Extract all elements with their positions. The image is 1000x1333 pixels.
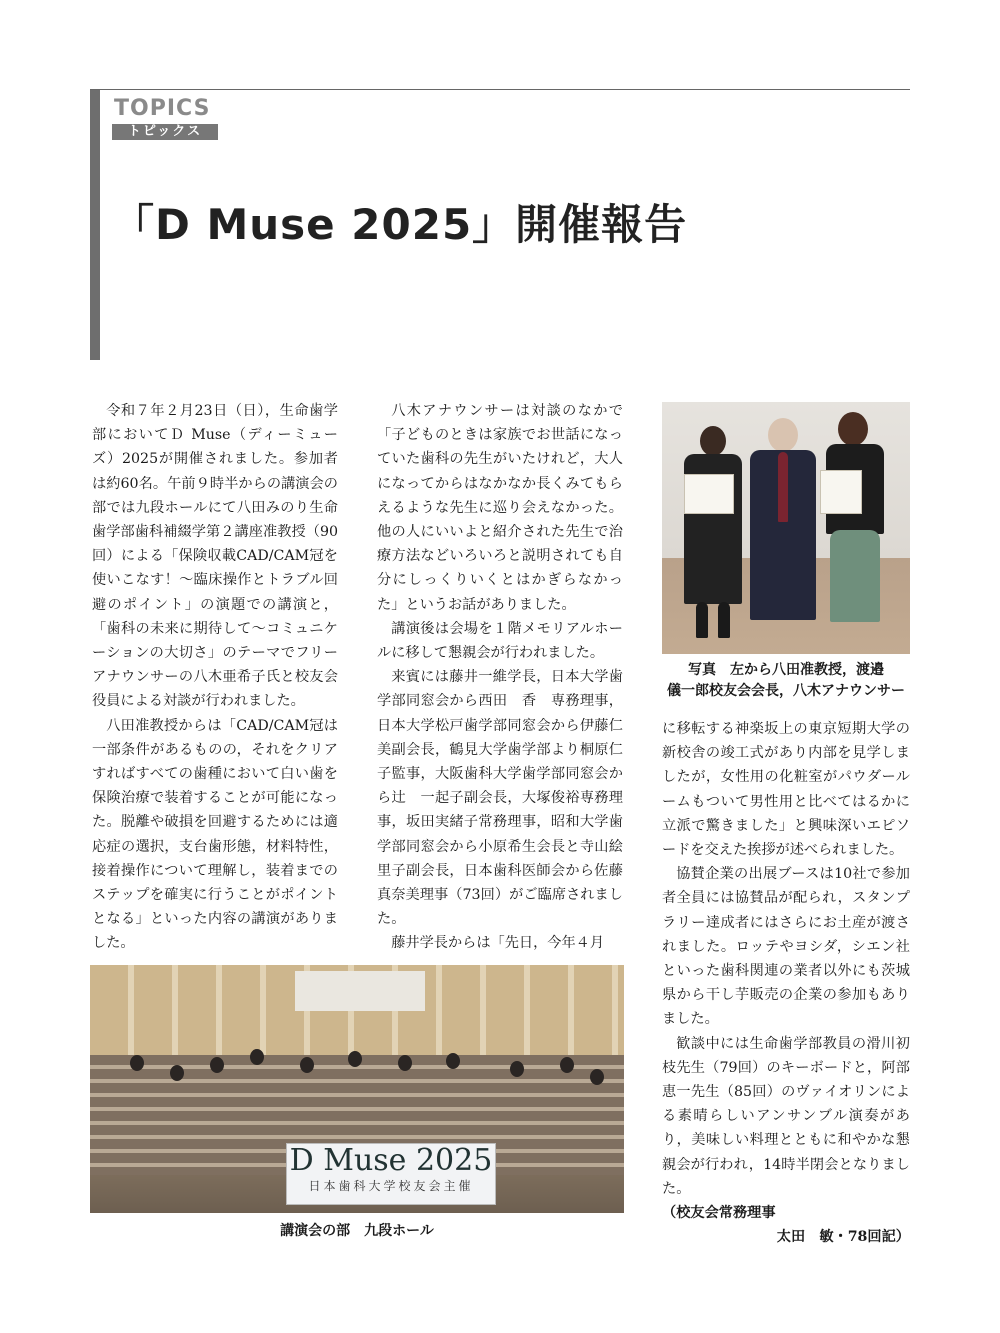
top-rule: [90, 89, 910, 90]
photo1-caption-line1: 写真 左から八田准教授，渡邉: [688, 662, 884, 678]
side-accent-bar: [90, 90, 100, 360]
article-title: 「D Muse 2025」開催報告: [112, 200, 688, 249]
banner-title: D Muse 2025: [289, 1143, 493, 1178]
photo-three-people: [662, 402, 910, 654]
paragraph: 講演後は会場を１階メモリアルホールに移して懇親会が行われました。: [377, 620, 623, 662]
audience-member: [170, 1065, 184, 1081]
photo1-caption: [662, 660, 910, 702]
event-banner: [286, 1143, 496, 1205]
audience-member: [398, 1055, 412, 1071]
audience-member: [250, 1049, 264, 1065]
body-column-3: [662, 717, 910, 1249]
paragraph: 来賓には藤井一維学長，日本大学歯学部同窓会から西田 香 専務理事，日本大学松戸歯学部同窓会から伊藤仁美副会長，鶴見大学歯学部より桐原仁子監事，大阪歯科大学歯学部同窓会から辻 一起子副会長，大塚俊裕専務理事，坂田実緒子常務理事，昭和大学歯学部同窓会から小原希生会長と寺山絵里子副会長，日本歯科医師会から佐藤真奈美理事（73回）がご臨席されました。: [377, 669, 623, 928]
photo-lecture-hall: [90, 965, 624, 1213]
audience-member: [300, 1057, 314, 1073]
body-column-2: [377, 399, 623, 956]
signature-line2: 太田 敏・78回記）: [776, 1229, 910, 1246]
audience-member: [348, 1051, 362, 1067]
hall-screen: [295, 971, 425, 1011]
signature-line1: （校友会常務理事: [662, 1205, 776, 1222]
photo2-caption: 講演会の部 九段ホール: [280, 1223, 434, 1239]
audience-member: [446, 1053, 460, 1069]
paragraph: 歓談中には生命歯学部教員の滑川初枝先生（79回）のキーボードと，阿部恵一先生（85回）のヴァイオリンによる素晴らしいアンサンブル演奏があり，美味しい料理とともに和やかな懇親会が行われ，14時半閉会となりました。: [662, 1035, 910, 1197]
paragraph: 八田准教授からは「CAD/CAM冠は一部条件があるものの，それをクリアすればすべての歯種において白い歯を保険治療で装着することが可能になった。脱離や破損を回避するためには適応症の選択，支台歯形態，材料特性，接着操作について理解し，装着までのステップを確実に行うことがポイントとなる」といった内容の講演がありました。: [92, 717, 338, 952]
audience-member: [210, 1057, 224, 1073]
audience-member: [130, 1055, 144, 1071]
paragraph: 令和７年２月23日（日），生命歯学部においてＤ Muse（ディーミューズ）2025が開催されました。参加者は約60名。午前９時半からの講演会の部では九段ホールにて八田みのり生命歯学部歯科補綴学第２講座准教授（90回）による「保険収載CAD/CAM冠を使いこなす！～臨床操作とトラブル回避のポイント」の演題での講演と，「歯科の未来に期待して～コミュニケーションの大切さ」のテーマでフリーアナウンサーの八木亜希子氏と校友会役員による対談が行われました。: [92, 403, 338, 710]
topics-label-jp: トピックス: [112, 124, 218, 140]
body-column-1: [92, 399, 338, 956]
paragraph: に移転する神楽坂上の東京短期大学の新校舎の竣工式があり内部を見学しましたが，女性用の化粧室がパウダールームもついて男性用と比べてはるかに立派で驚きました」と興味深いエピソードを交えた挨拶が述べられました。: [662, 721, 910, 859]
paragraph: 八木アナウンサーは対談のなかで「子どものときは家族でお世話になっていた歯科の先生がいたけれど，大人になってからはなかなか長くみてもらえるような先生に巡り会えなかった。他の人にいいよと紹介された先生で治療方法などいろいろと説明されても自分にしっくりいくとはかぎらなかった」というお話がありました。: [377, 403, 623, 613]
audience-member: [560, 1057, 574, 1073]
topics-label-en: TOPICS: [114, 96, 211, 121]
banner-subtitle: 日本歯科大学校友会主催: [308, 1179, 474, 1193]
paragraph: 藤井学長からは「先日，今年４月: [391, 935, 605, 952]
photo1-caption-line2: 儀一郎校友会会長，八木アナウンサー: [667, 683, 905, 699]
audience-member: [590, 1069, 604, 1085]
paragraph: 協賛企業の出展ブースは10社で参加者全員には協賛品が配られ，スタンプラリー達成者にはさらにお土産が渡されました。ロッテやヨシダ，シエン社といった歯科関連の業者以外にも茨城県から干し芋販売の企業の参加もありました。: [662, 866, 910, 1028]
audience-member: [510, 1061, 524, 1077]
